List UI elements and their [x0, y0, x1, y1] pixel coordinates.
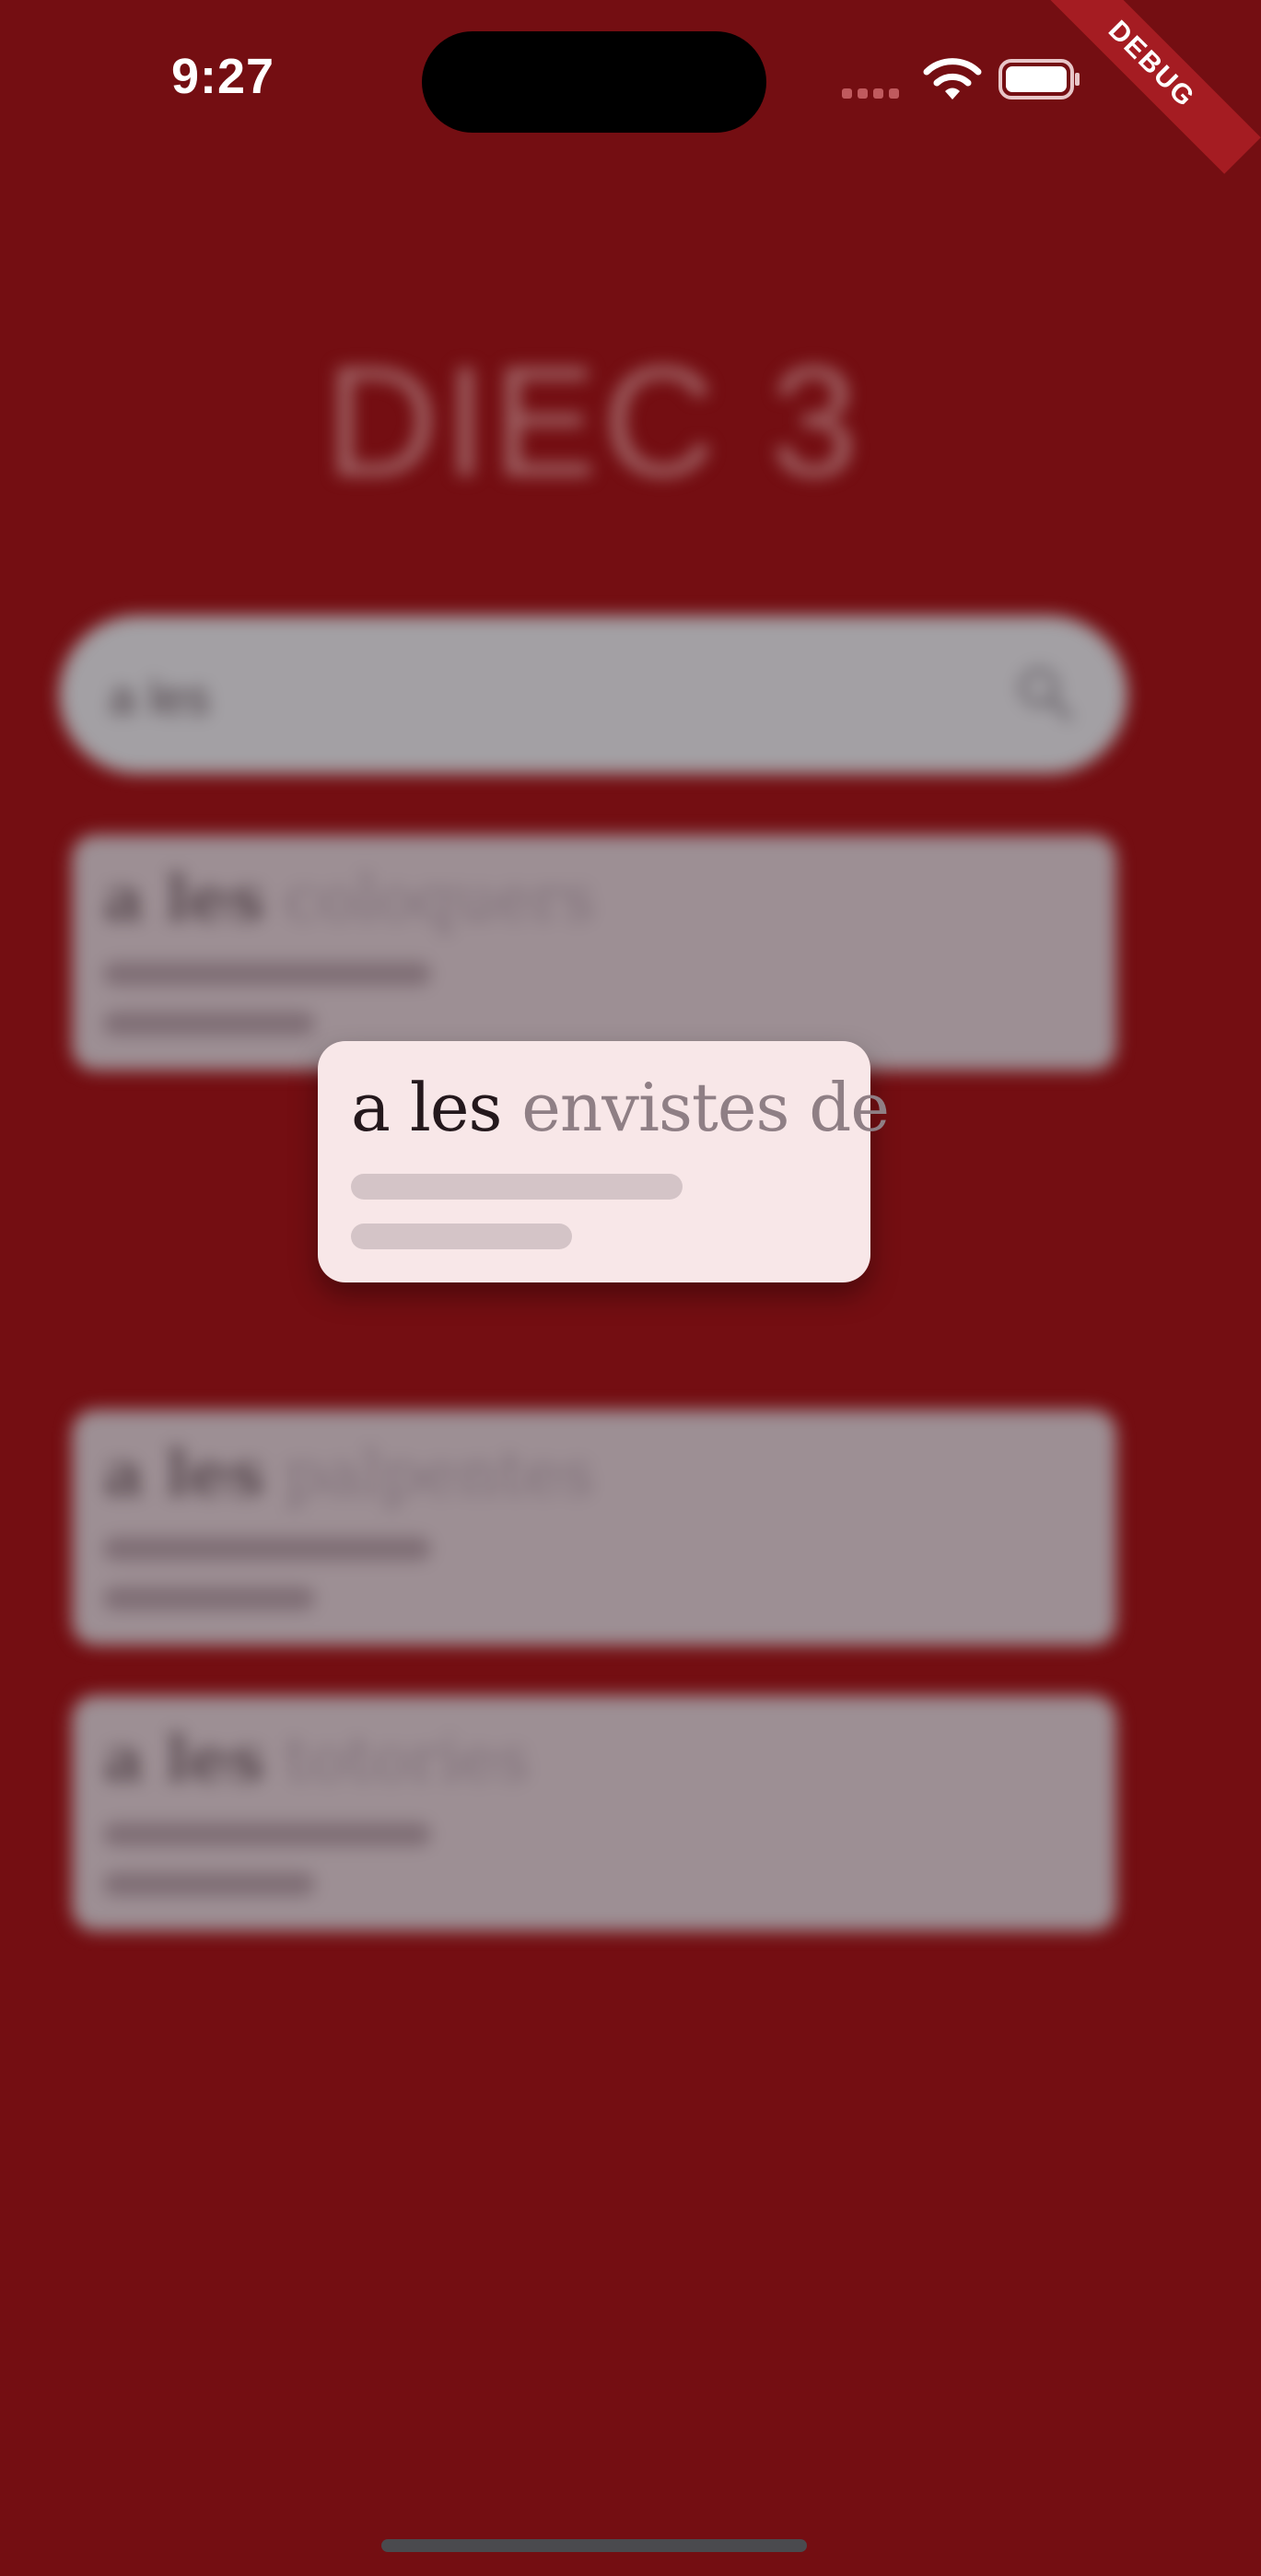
placeholder-line: [103, 1822, 431, 1846]
cellular-signal-icon: [842, 87, 906, 100]
result-title: a les coloquers: [103, 862, 595, 936]
search-icon[interactable]: [1013, 662, 1078, 726]
status-time: 9:27: [171, 49, 275, 104]
result-card[interactable]: [72, 1410, 1116, 1645]
placeholder-line: [351, 1224, 572, 1249]
placeholder-line: [103, 962, 431, 986]
battery-icon: [998, 59, 1081, 100]
popup-title: a les envistes de: [351, 1069, 890, 1146]
placeholder-line: [103, 1872, 315, 1896]
result-card[interactable]: [72, 835, 1116, 1071]
app-title: DIEC 3: [325, 334, 863, 509]
result-title: a les palpentes: [103, 1437, 594, 1511]
home-indicator[interactable]: [381, 2539, 807, 2552]
placeholder-line: [103, 1537, 431, 1561]
debug-banner: DEBUG: [1042, 0, 1261, 174]
result-card[interactable]: [72, 1695, 1116, 1931]
placeholder-line: [351, 1174, 683, 1200]
popup-card[interactable]: [318, 1041, 890, 1282]
placeholder-line: [103, 1012, 315, 1036]
placeholder-line: [103, 1587, 315, 1610]
dynamic-island: [422, 31, 766, 133]
search-bar[interactable]: [59, 615, 1127, 774]
wifi-icon: [923, 57, 982, 101]
result-title: a les totories: [103, 1723, 530, 1797]
search-input[interactable]: a les: [109, 672, 210, 725]
